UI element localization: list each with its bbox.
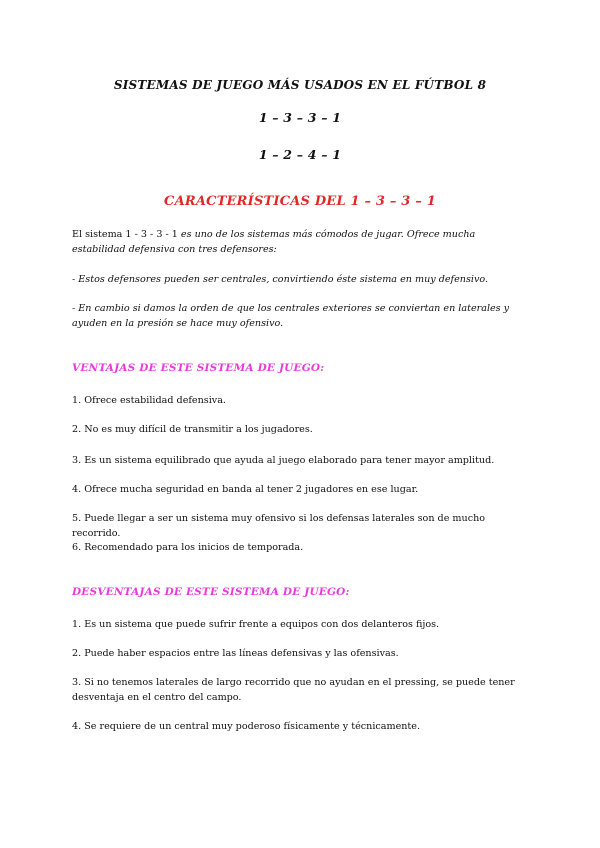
disadvantage-item: 3. Si no tenemos laterales de largo recorrido que no ayudan en el pressing, se puede tener desventaja en el centro del campo. [72,677,515,703]
advantage-item: 1. Ofrece estabilidad defensiva. [72,395,226,406]
formation-1-2-4-1: 1 – 2 – 4 – 1 [258,147,342,162]
advantage-item: 5. Puede llegar a ser un sistema muy ofensivo si los defensas laterales son de mucho recorrido. [72,513,486,539]
bullet-offensive: - En cambio si damos la orden de que los centrales exteriores se conviertan en laterales y ayuden en la presión se hace muy ofensivo. [72,303,510,329]
advantage-item: 2. No es muy difícil de transmitir a los jugadores. [72,424,313,435]
formation-1-3-3-1: 1 – 3 – 3 – 1 [258,110,342,125]
characteristics-title: CARACTERÍSTICAS DEL 1 – 3 – 3 – 1 [164,194,436,209]
disadvantage-item: 4. Se requiere de un central muy poderoso físicamente y técnicamente. [72,721,421,732]
bullet-defensive: - Estos defensores pueden ser centrales, convirtiendo éste sistema en muy defensivo. [72,274,489,285]
advantage-item: 4. Ofrece mucha seguridad en banda al tener 2 jugadores en ese lugar. [72,484,419,495]
disadvantages-title: DESVENTAJAS DE ESTE SISTEMA DE JUEGO: [72,586,350,598]
advantage-item: 6. Recomendado para los inicios de temporada. [72,542,304,553]
intro-prefix: El sistema 1 - 3 - 3 - 1 [72,229,178,240]
advantages-title: VENTAJAS DE ESTE SISTEMA DE JUEGO: [72,362,325,374]
advantage-item: 3. Es un sistema equilibrado que ayuda al juego elaborado para tener mayor amplitud. [72,455,495,466]
disadvantage-item: 2. Puede haber espacios entre las líneas defensivas y las ofensivas. [72,648,399,659]
intro-paragraph [72,227,528,257]
intro-rest: es uno de los sistemas más cómodos de jugar. Ofrece mucha estabilidad defensiva con tres defensores: [72,229,476,255]
document-title: SISTEMAS DE JUEGO MÁS USADOS EN EL FÚTBOL 8 [113,78,487,92]
disadvantage-item: 1. Es un sistema que puede sufrir frente a equipos con dos delanteros fijos. [72,619,440,630]
